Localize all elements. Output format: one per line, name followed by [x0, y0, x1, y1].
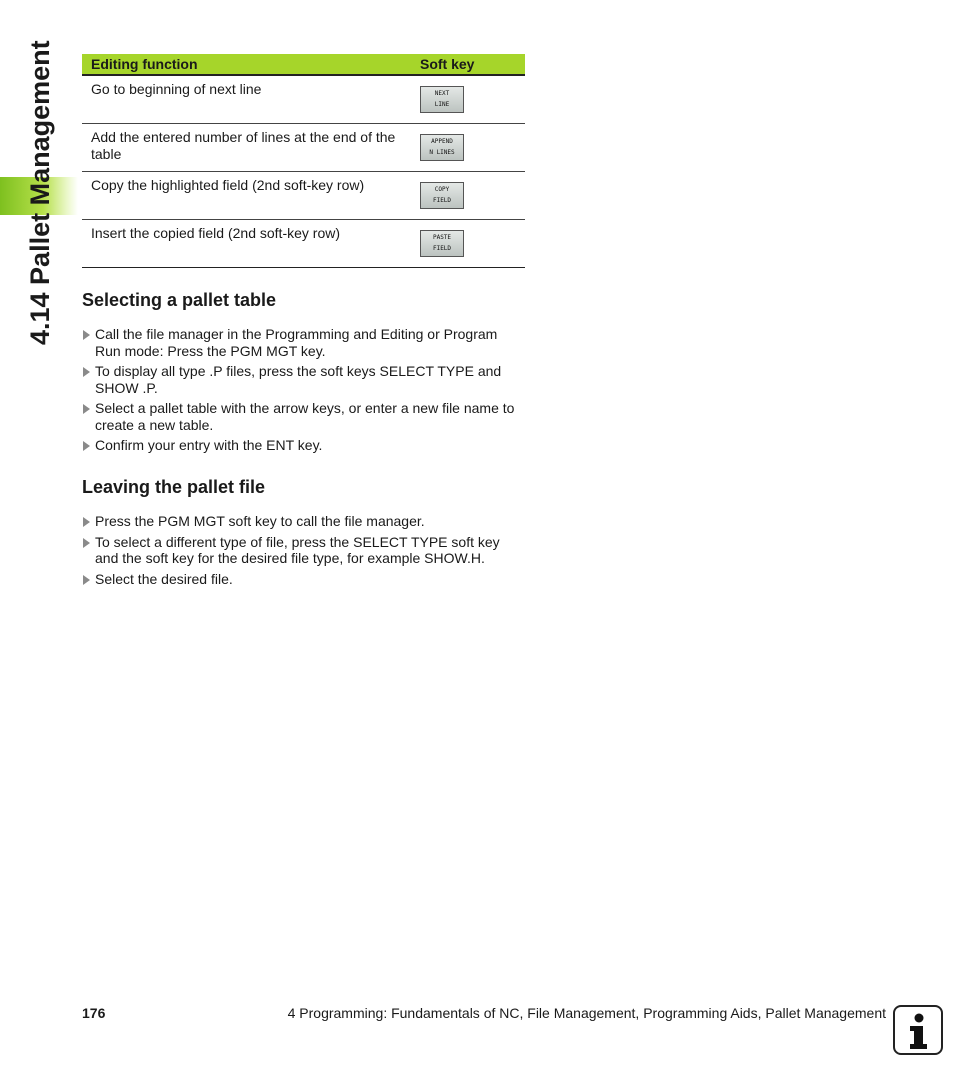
softkey-label-line2: LINE — [434, 101, 450, 109]
page-number: 176 — [82, 1005, 106, 1021]
header-editing-function: Editing function — [91, 56, 198, 72]
softkey-label-line1: NEXT — [434, 89, 450, 97]
leaving-steps-list — [82, 513, 522, 591]
list-item-text: Select the desired file. — [95, 570, 233, 587]
function-description: Copy the highlighted field (2nd soft-key row) — [91, 177, 365, 193]
append-n-lines-softkey — [420, 134, 464, 161]
list-item — [82, 400, 522, 433]
arrow-bullet-icon — [83, 330, 90, 340]
arrow-bullet-icon — [83, 367, 90, 377]
softkey-label-line2: N LINES — [429, 149, 455, 157]
softkey-label-line1: COPY — [434, 185, 450, 193]
footer-chapter-text: 4 Programming: Fundamentals of NC, File Management, Programming Aids, Pallet Management — [287, 1005, 886, 1021]
editing-functions-table — [82, 54, 525, 268]
list-item — [82, 571, 522, 588]
list-item — [82, 437, 522, 454]
arrow-bullet-icon — [83, 404, 90, 414]
paste-field-softkey — [420, 230, 464, 257]
section-heading-leaving-pallet-file: Leaving the pallet file — [82, 477, 266, 497]
copy-field-softkey — [420, 182, 464, 209]
function-description: Insert the copied field (2nd soft-key row) — [91, 225, 341, 241]
list-item — [82, 363, 522, 396]
softkey-label-line2: FIELD — [432, 197, 452, 205]
list-item-text: Call the file manager in the Programming and Editing or Program Run mode: Press the PGM MGT key. — [95, 326, 498, 359]
arrow-bullet-icon — [83, 575, 90, 585]
table-row — [82, 76, 525, 124]
arrow-bullet-icon — [83, 538, 90, 548]
table-row — [82, 172, 525, 220]
list-item-text: Confirm your entry with the ENT key. — [95, 437, 323, 453]
chapter-side-title: 4.14 Pallet Management — [25, 40, 55, 345]
function-description: Go to beginning of next line — [91, 81, 262, 97]
list-item-text: To select a different type of file, press the SELECT TYPE soft key and the soft key for the desired file type, for example SHOW.H. — [95, 533, 500, 566]
function-description: Add the entered number of lines at the end of the table — [91, 129, 396, 162]
arrow-bullet-icon — [83, 517, 90, 527]
list-item-text: To display all type .P files, press the soft keys SELECT TYPE and SHOW .P. — [95, 363, 502, 396]
header-soft-key: Soft key — [420, 56, 475, 72]
list-item-text: Press the PGM MGT soft key to call the file manager. — [95, 513, 425, 529]
table-header — [82, 54, 525, 76]
list-item — [82, 513, 522, 530]
table-row — [82, 220, 525, 268]
next-line-softkey — [420, 86, 464, 113]
softkey-label-line2: FIELD — [432, 245, 452, 253]
table-row — [82, 124, 525, 172]
arrow-bullet-icon — [83, 441, 90, 451]
info-icon — [893, 1005, 943, 1055]
list-item — [82, 534, 522, 567]
list-item-text: Select a pallet table with the arrow keys, or enter a new file name to create a new table. — [95, 400, 515, 433]
softkey-label-line1: PASTE — [432, 233, 452, 241]
softkey-label-line1: APPEND — [431, 137, 453, 145]
section-heading-selecting-pallet-table: Selecting a pallet table — [82, 290, 277, 310]
selecting-steps-list — [82, 326, 522, 458]
list-item — [82, 326, 522, 359]
